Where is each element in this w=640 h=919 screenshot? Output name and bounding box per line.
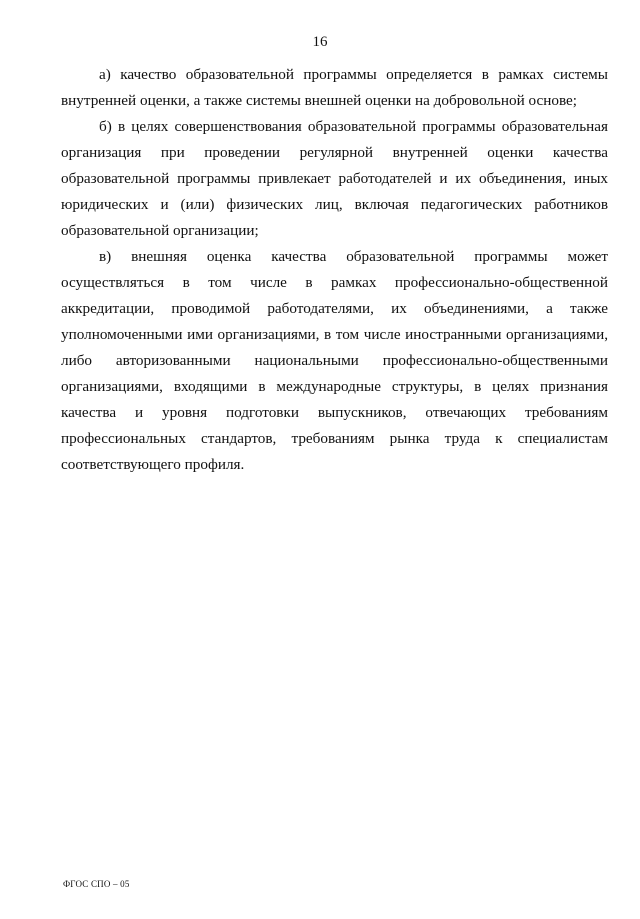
footer-doc-code: ФГОС СПО – 05 — [63, 879, 130, 889]
paragraph-v: в) внешняя оценка качества образовательной программы может осуществляться в том числе в рамках профессионально-общественной аккредитации, проводимой работодателями, их объединениями, а также уполномоченными ими организациями, в том числе иностранными организациями, либо авторизованными национальными профессионально-общественными организациями, входящими в международные структуры, в целях признания качества и уровня подготовки выпускников, отвечающих требованиям профессиональных стандартов, требованиям рынка труда к специалистам соответствующего профиля. — [61, 248, 608, 473]
paragraph-b: б) в целях совершенствования образовательной программы образовательная организация при проведении регулярной внутренней оценки качества образовательной программы привлекает работодателей и их объединения, иных юридических и (или) физических лиц, включая педагогических работников образовательной организации; — [61, 118, 608, 239]
page-number: 16 — [312, 34, 328, 50]
paragraph-a: а) качество образовательной программы определяется в рамках системы внутренней оценки, а также системы внешней оценки на добровольной основе; — [61, 66, 608, 109]
document-body — [61, 62, 608, 478]
